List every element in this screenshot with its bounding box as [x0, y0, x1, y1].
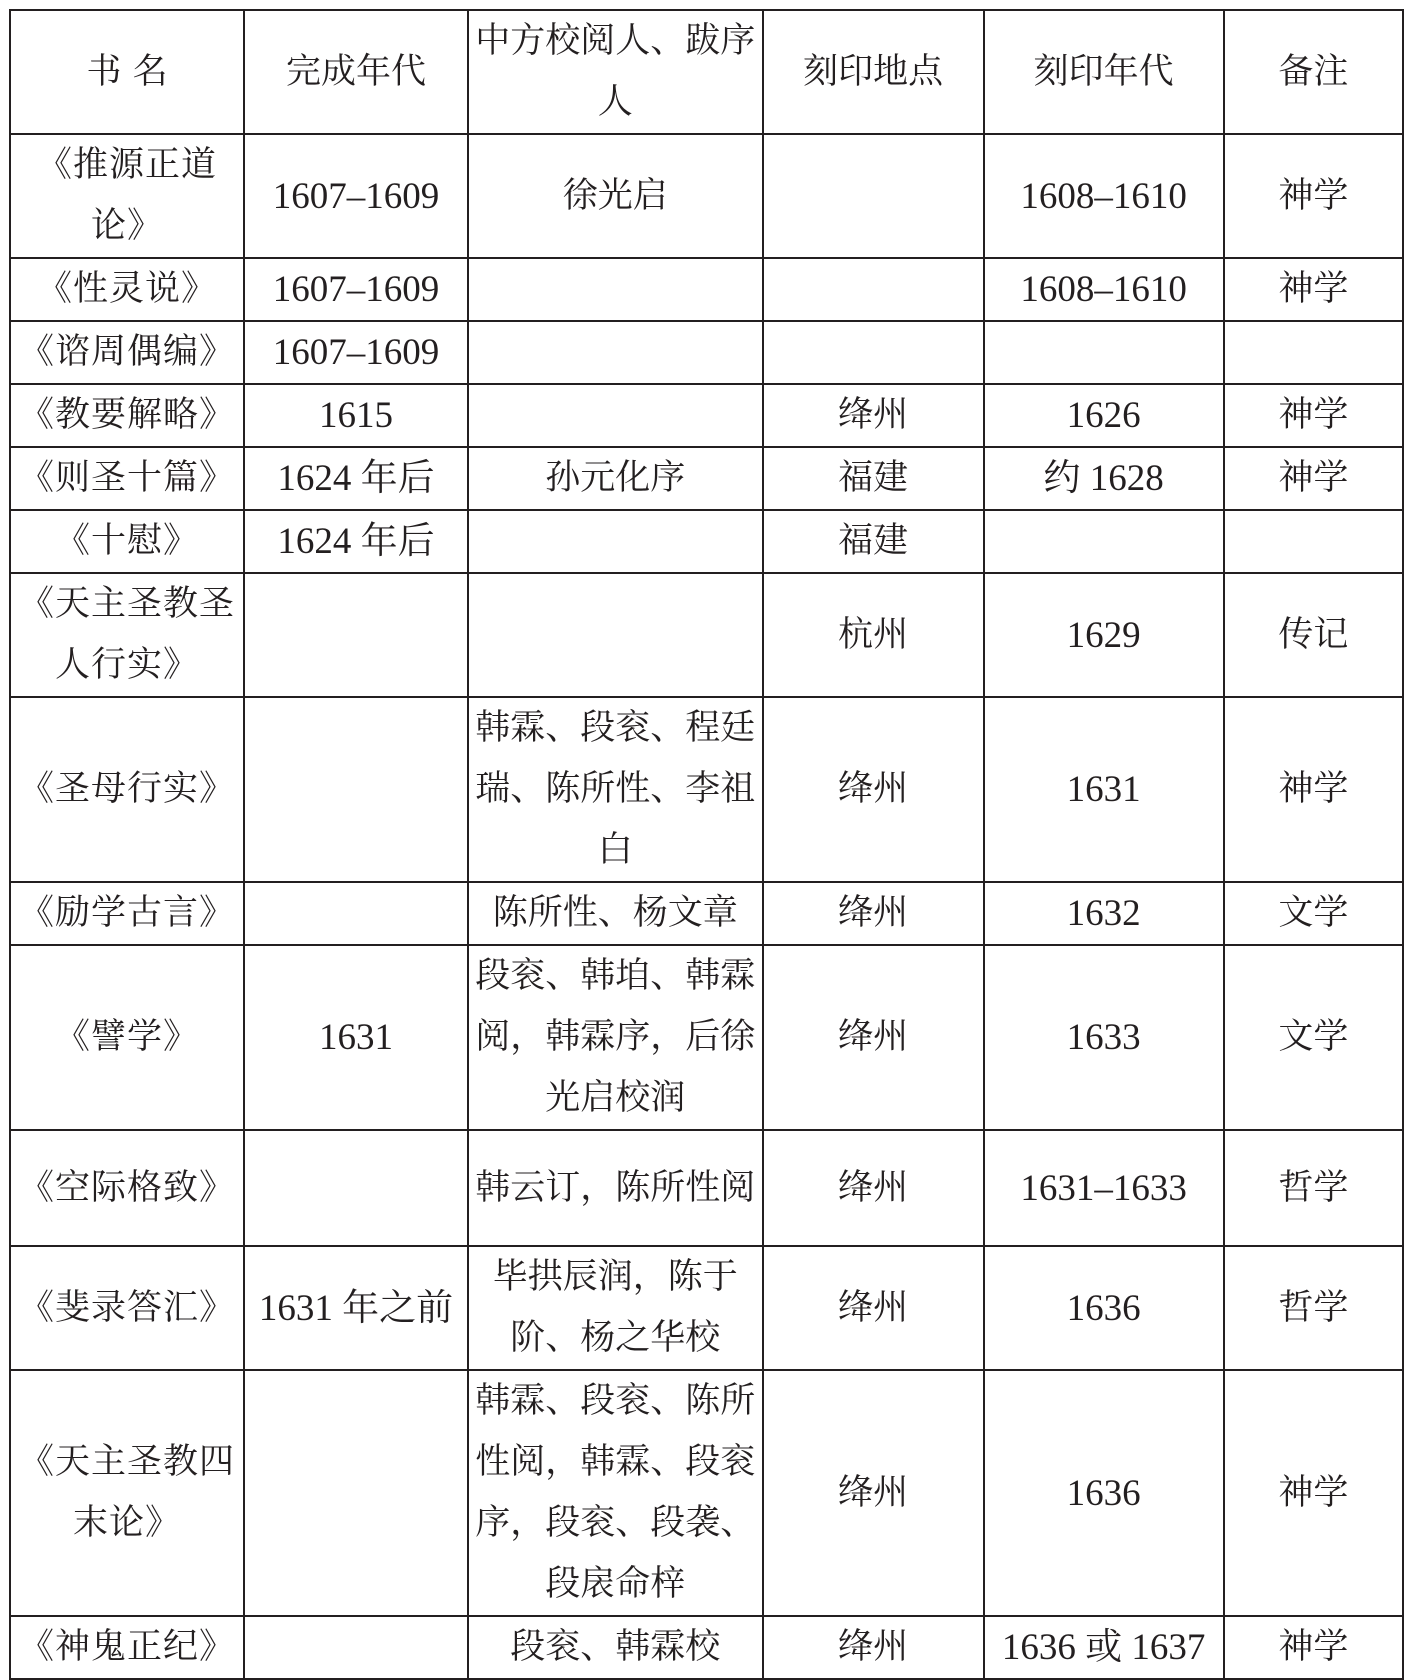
- cell-reviewers: [468, 510, 763, 573]
- cell-completion-year: 1615: [244, 384, 468, 447]
- cell-print-year: 1608–1610: [984, 134, 1224, 258]
- cell-print-place: 福建: [763, 447, 984, 510]
- book-table: [9, 9, 1404, 1680]
- cell-notes: 文学: [1224, 945, 1403, 1130]
- cell-print-year: 1632: [984, 882, 1224, 945]
- table-row: [10, 1130, 1403, 1246]
- cell-title: 《教要解略》: [10, 384, 244, 447]
- cell-notes: 神学: [1224, 1370, 1403, 1616]
- cell-print-year: 1631: [984, 697, 1224, 882]
- table-row: [10, 134, 1403, 258]
- cell-print-year: 1636 或 1637: [984, 1616, 1224, 1679]
- cell-completion-year: 1631 年之前: [244, 1246, 468, 1370]
- cell-title: 《神鬼正纪》: [10, 1616, 244, 1679]
- cell-print-place: 绛州: [763, 1370, 984, 1616]
- cell-print-place: 杭州: [763, 573, 984, 697]
- cell-print-year: 1636: [984, 1246, 1224, 1370]
- cell-reviewers: 孙元化序: [468, 447, 763, 510]
- cell-completion-year: [244, 882, 468, 945]
- cell-print-year: 约 1628: [984, 447, 1224, 510]
- cell-reviewers: 段衮、韩霖校: [468, 1616, 763, 1679]
- table-row: [10, 1246, 1403, 1370]
- cell-reviewers: [468, 573, 763, 697]
- cell-notes: 神学: [1224, 697, 1403, 882]
- cell-reviewers: 韩霖、段衮、陈所性阅，韩霖、段衮序，段衮、段袭、段扆命梓: [468, 1370, 763, 1616]
- cell-notes: 神学: [1224, 447, 1403, 510]
- cell-print-place: [763, 134, 984, 258]
- cell-print-year: 1626: [984, 384, 1224, 447]
- cell-print-year: 1633: [984, 945, 1224, 1130]
- header-print-year: 刻印年代: [984, 10, 1224, 134]
- table-row: [10, 1616, 1403, 1679]
- cell-print-place: 绛州: [763, 882, 984, 945]
- cell-title: 《圣母行实》: [10, 697, 244, 882]
- cell-print-place: [763, 321, 984, 384]
- cell-print-place: 绛州: [763, 1130, 984, 1246]
- table-row: [10, 384, 1403, 447]
- header-completion-year: 完成年代: [244, 10, 468, 134]
- book-table-container: [9, 9, 1404, 1680]
- cell-notes: 神学: [1224, 1616, 1403, 1679]
- cell-notes: [1224, 510, 1403, 573]
- cell-notes: 神学: [1224, 258, 1403, 321]
- cell-notes: [1224, 321, 1403, 384]
- cell-title: 《谘周偶编》: [10, 321, 244, 384]
- cell-completion-year: [244, 1370, 468, 1616]
- cell-title: 《空际格致》: [10, 1130, 244, 1246]
- cell-reviewers: [468, 321, 763, 384]
- cell-title: 《斐录答汇》: [10, 1246, 244, 1370]
- table-row: [10, 697, 1403, 882]
- cell-completion-year: [244, 697, 468, 882]
- cell-print-place: [763, 258, 984, 321]
- cell-notes: 哲学: [1224, 1130, 1403, 1246]
- cell-print-year: 1636: [984, 1370, 1224, 1616]
- cell-title: 《譬学》: [10, 945, 244, 1130]
- table-row: [10, 321, 1403, 384]
- cell-print-place: 福建: [763, 510, 984, 573]
- table-row: [10, 447, 1403, 510]
- header-title: 书 名: [10, 10, 244, 134]
- cell-title: 《推源正道论》: [10, 134, 244, 258]
- header-notes: 备注: [1224, 10, 1403, 134]
- cell-reviewers: [468, 258, 763, 321]
- cell-reviewers: 陈所性、杨文章: [468, 882, 763, 945]
- cell-completion-year: 1607–1609: [244, 134, 468, 258]
- cell-notes: 哲学: [1224, 1246, 1403, 1370]
- cell-title: 《则圣十篇》: [10, 447, 244, 510]
- cell-title: 《励学古言》: [10, 882, 244, 945]
- cell-print-year: 1629: [984, 573, 1224, 697]
- cell-reviewers: 韩云订，陈所性阅: [468, 1130, 763, 1246]
- cell-completion-year: 1607–1609: [244, 321, 468, 384]
- header-print-place: 刻印地点: [763, 10, 984, 134]
- cell-completion-year: 1624 年后: [244, 447, 468, 510]
- cell-notes: 神学: [1224, 384, 1403, 447]
- cell-notes: 神学: [1224, 134, 1403, 258]
- cell-completion-year: 1607–1609: [244, 258, 468, 321]
- table-row: [10, 945, 1403, 1130]
- cell-print-year: [984, 321, 1224, 384]
- cell-print-place: 绛州: [763, 697, 984, 882]
- cell-title: 《天主圣教四末论》: [10, 1370, 244, 1616]
- cell-notes: 传记: [1224, 573, 1403, 697]
- table-row: [10, 882, 1403, 945]
- cell-print-place: 绛州: [763, 1616, 984, 1679]
- cell-print-place: 绛州: [763, 1246, 984, 1370]
- cell-reviewers: 徐光启: [468, 134, 763, 258]
- cell-reviewers: 段衮、韩垍、韩霖阅，韩霖序，后徐光启校润: [468, 945, 763, 1130]
- header-reviewers: 中方校阅人、跋序人: [468, 10, 763, 134]
- cell-completion-year: [244, 573, 468, 697]
- cell-title: 《性灵说》: [10, 258, 244, 321]
- cell-print-year: [984, 510, 1224, 573]
- cell-title: 《十慰》: [10, 510, 244, 573]
- cell-print-year: 1631–1633: [984, 1130, 1224, 1246]
- cell-print-place: 绛州: [763, 384, 984, 447]
- cell-print-place: 绛州: [763, 945, 984, 1130]
- table-row: [10, 1370, 1403, 1616]
- cell-completion-year: 1631: [244, 945, 468, 1130]
- cell-reviewers: 毕拱辰润，陈于阶、杨之华校: [468, 1246, 763, 1370]
- cell-print-year: 1608–1610: [984, 258, 1224, 321]
- table-row: [10, 258, 1403, 321]
- cell-completion-year: [244, 1130, 468, 1246]
- cell-reviewers: 韩霖、段衮、程廷瑞、陈所性、李祖白: [468, 697, 763, 882]
- table-row: [10, 573, 1403, 697]
- cell-completion-year: 1624 年后: [244, 510, 468, 573]
- cell-reviewers: [468, 384, 763, 447]
- cell-title: 《天主圣教圣人行实》: [10, 573, 244, 697]
- cell-notes: 文学: [1224, 882, 1403, 945]
- cell-completion-year: [244, 1616, 468, 1679]
- header-row: [10, 10, 1403, 134]
- table-row: [10, 510, 1403, 573]
